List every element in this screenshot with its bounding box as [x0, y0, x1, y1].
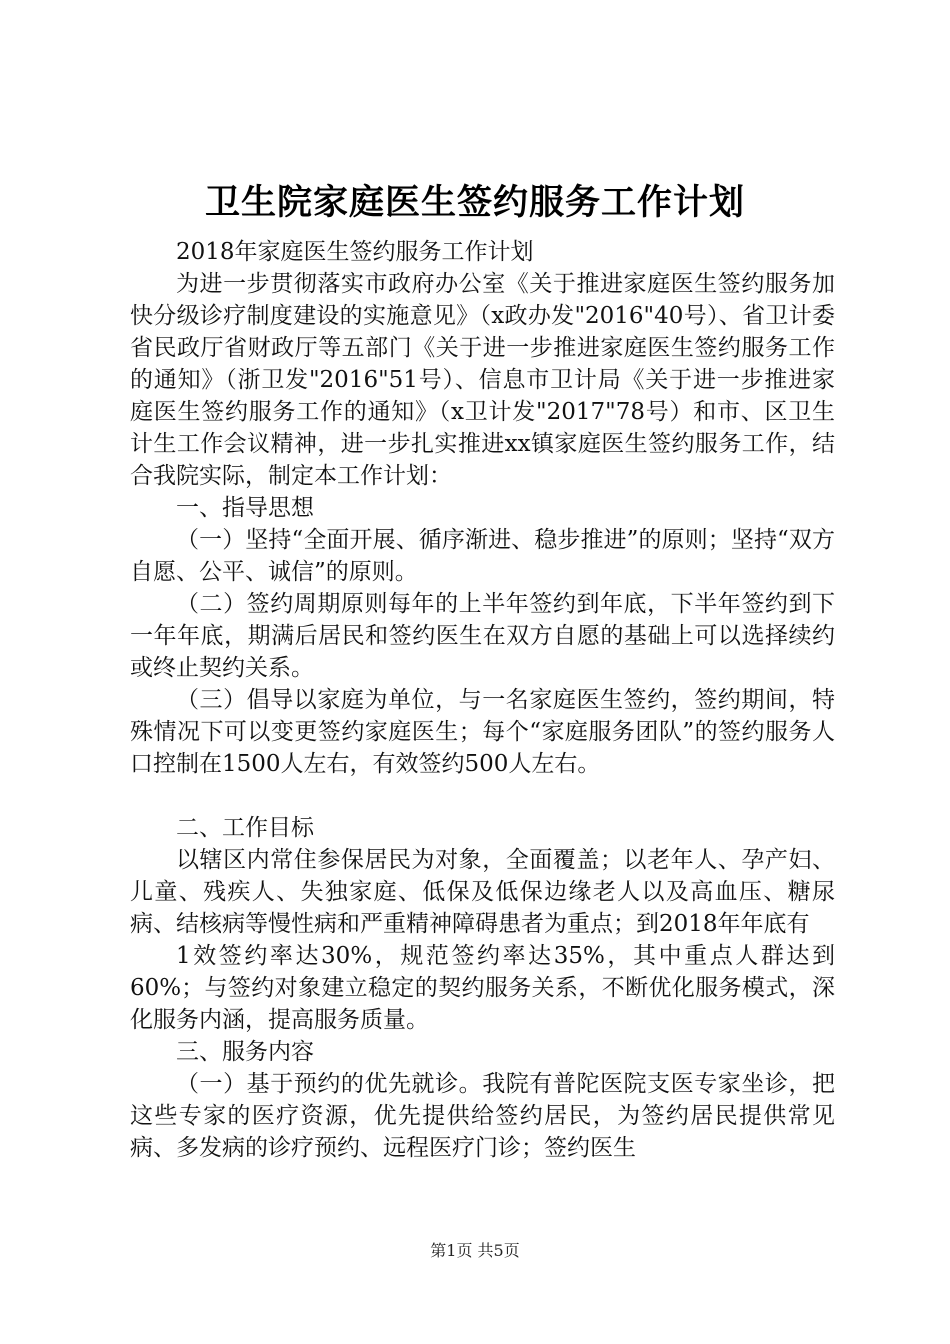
section-heading-work-goals: 二、工作目标	[176, 815, 314, 841]
section-heading-guiding-ideology: 一、指导思想	[176, 495, 314, 521]
paragraph-service-1: （一）基于预约的优先就诊。我院有普陀医院支医专家坐诊，把这些专家的医疗资源，优先提供给签约居民，为签约居民提供常见病、多发病的诊疗预约、远程医疗门诊；签约医生	[130, 1071, 835, 1161]
document-title: 卫生院家庭医生签约服务工作计划	[204, 182, 745, 223]
paragraph-goal-targets: 以辖区内常住参保居民为对象，全面覆盖；以老年人、孕产妇、儿童、残疾人、失独家庭、低保及低保边缘老人以及高血压、糖尿病、结核病等慢性病和严重精神障碍患者为重点；到2018年年底有	[130, 847, 835, 937]
paragraph-principle-3: （三）倡导以家庭为单位，与一名家庭医生签约，签约期间，特殊情况下可以变更签约家庭医生；每个“家庭服务团队”的签约服务人口控制在1500人左右，有效签约500人左右。	[130, 687, 835, 777]
paragraph-goal-rates: 1效签约率达30%，规范签约率达35%，其中重点人群达到60%；与签约对象建立稳定的契约服务关系，不断优化服务模式，深化服务内涵，提高服务质量。	[130, 943, 835, 1033]
paragraph-intro: 为进一步贯彻落实市政府办公室《关于推进家庭医生签约服务加快分级诊疗制度建设的实施意见》（x政办发"2016"40号）、省卫计委省民政厅省财政厅等五部门《关于进一步推进家庭医生签约服务工作的通知》（浙卫发"2016"51号）、信息市卫计局《关于进一步推进家庭医生签约服务工作的通知》（x卫计发"2017"78号）和市、区卫生计生工作会议精神，进一步扎实推进xx镇家庭医生签约服务工作，结合我院实际，制定本工作计划：	[130, 271, 835, 489]
page-number-footer: 第1页 共5页	[430, 1241, 520, 1260]
document-subtitle: 2018年家庭医生签约服务工作计划	[176, 239, 534, 265]
paragraph-principle-2: （二）签约周期原则每年的上半年签约到年底，下半年签约到下一年年底，期满后居民和签约医生在双方自愿的基础上可以选择续约或终止契约关系。	[130, 591, 835, 681]
document-body	[130, 236, 835, 1164]
paragraph-principle-1: （一）坚持“全面开展、循序渐进、稳步推进”的原则；坚持“双方自愿、公平、诚信”的原则。	[130, 527, 835, 585]
section-heading-service-content: 三、服务内容	[176, 1039, 314, 1065]
